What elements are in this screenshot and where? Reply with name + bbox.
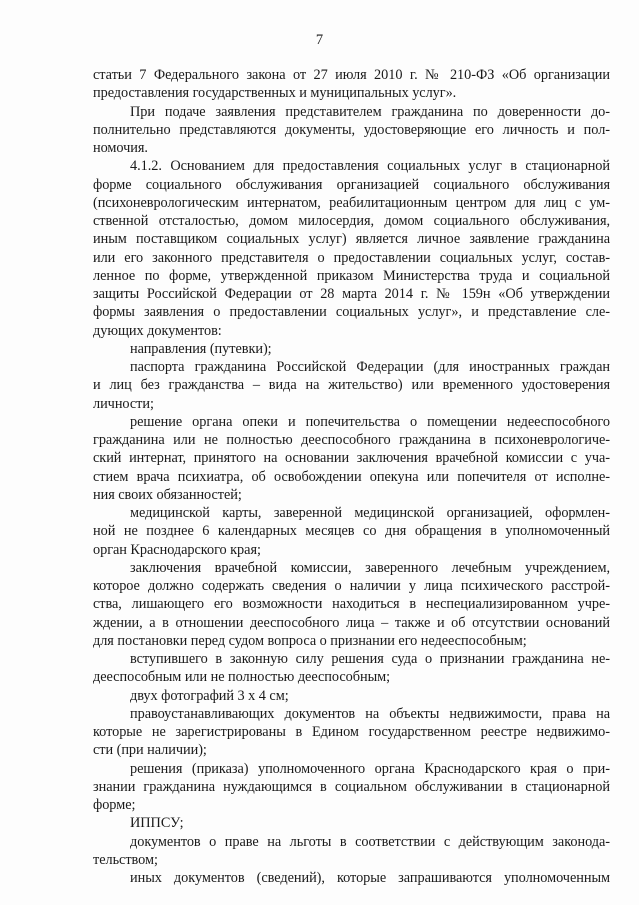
text-line: ждении, а в отношении дееспособного лица – также и об отсутствии оснований bbox=[93, 614, 610, 631]
text-line: орган Краснодарского края; bbox=[93, 541, 261, 558]
text-line: иным поставщиком социальных услуг) является личное заявление гражданина bbox=[93, 231, 610, 248]
text-line: двух фотографий 3 х 4 см; bbox=[130, 687, 289, 704]
text-line: При подаче заявления представителем гражданина по доверенности до- bbox=[130, 103, 610, 120]
text-line: ной не позднее 6 календарных месяцев со дня обращения в уполномоченный bbox=[93, 523, 610, 540]
text-line: дееспособным или не полностью дееспособным; bbox=[93, 669, 391, 686]
text-line: сти (при наличии); bbox=[93, 742, 207, 759]
text-line: стием врача психиатра, об освобождении опекуна или попечителя от исполне- bbox=[93, 468, 610, 485]
text-line: (психоневрологическим интернатом, реабилитационным центром для лиц с ум- bbox=[93, 194, 610, 211]
text-line: которое должно содержать сведения о наличии у лица психического расстрой- bbox=[93, 578, 610, 594]
text-line: полнительно представляются документы, удостоверяющие его личность и пол- bbox=[93, 121, 610, 138]
text-line: ский интернат, принятого на основании заключения врачебной комиссии с уча- bbox=[93, 450, 610, 467]
text-line: заключения врачебной комиссии, заверенного лечебным учреждением, bbox=[130, 559, 610, 576]
text-line: тельством; bbox=[93, 851, 158, 868]
text-line: предоставления государственных и муниципальных услуг». bbox=[93, 85, 457, 102]
text-line: решения (приказа) уполномоченного органа Краснодарского края о при- bbox=[130, 760, 610, 777]
text-line: медицинской карты, заверенной медицинской организацией, оформлен- bbox=[130, 505, 610, 521]
text-line: форме; bbox=[93, 797, 136, 813]
text-line: и лиц без гражданства – вида на жительство) или временного удостоверения bbox=[93, 377, 610, 394]
text-line: дующих документов: bbox=[93, 322, 222, 339]
text-line: личности; bbox=[93, 395, 154, 412]
text-line: формы заявления о предоставлении социальных услуг», и представление сле- bbox=[93, 304, 610, 321]
document-body bbox=[93, 66, 610, 887]
text-line: правоустанавливающих документов на объекты недвижимости, права на bbox=[130, 705, 610, 722]
page-number: 7 bbox=[315, 32, 324, 48]
text-line: решение органа опеки и попечительства о помещении недееспособного bbox=[130, 413, 610, 430]
text-line: ленное по форме, утвержденной приказом Министерства труда и социальной bbox=[93, 267, 610, 284]
text-line: ства, лишающего его возможности находиться в неспециализированном учре- bbox=[93, 596, 610, 613]
text-line: ния своих обязанностей; bbox=[93, 486, 242, 503]
text-line: паспорта гражданина Российской Федерации (для иностранных граждан bbox=[130, 359, 610, 375]
text-line: направления (путевки); bbox=[130, 340, 272, 357]
text-line: гражданина или не полностью дееспособного гражданина в психоневрологиче- bbox=[93, 432, 610, 448]
text-line: ственной отсталостью, домом милосердия, домом социального обслуживания, bbox=[93, 213, 610, 229]
text-line: для постановки перед судом вопроса о признании его недееспособным; bbox=[93, 632, 527, 649]
text-line: документов о праве на льготы в соответствии с действующим законода- bbox=[130, 833, 610, 850]
text-line: иных документов (сведений), которые запрашиваются уполномоченным bbox=[130, 870, 610, 886]
text-line: номочия. bbox=[93, 140, 148, 156]
text-line: 4.1.2. Основанием для предоставления социальных услуг в стационарной bbox=[130, 158, 610, 175]
text-line: вступившего в законную силу решения суда о признании гражданина не- bbox=[130, 651, 610, 667]
text-line: ИППСУ; bbox=[130, 815, 184, 832]
text-line: защиты Российской Федерации от 28 марта 2014 г. № 159н «Об утверждении bbox=[93, 286, 610, 302]
text-line: знании гражданина нуждающимся в социальном обслуживании в стационарной bbox=[93, 778, 610, 795]
text-line: которые не зарегистрированы в Едином государственном реестре недвижимо- bbox=[93, 724, 610, 740]
text-line: форме социального обслуживания организацией социального обслуживания bbox=[93, 176, 610, 193]
text-line: статьи 7 Федерального закона от 27 июля 2010 г. № 210-ФЗ «Об организации bbox=[93, 67, 610, 83]
text-line: или его законного представителя о предоставлении социальных услуг, состав- bbox=[93, 249, 610, 266]
